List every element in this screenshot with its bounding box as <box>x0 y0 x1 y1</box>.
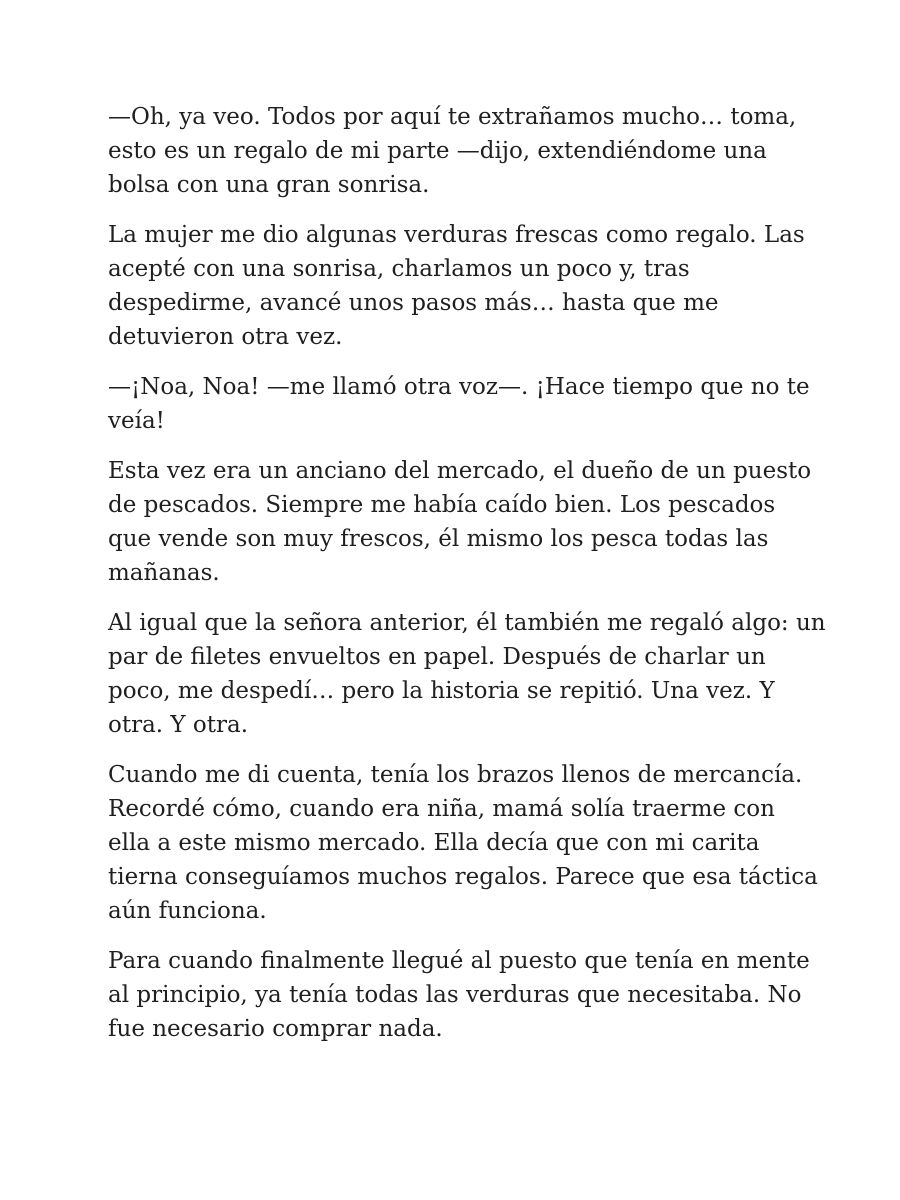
text-line: Para cuando finalmente llegué al puesto que tenía en mente <box>108 948 810 974</box>
text-line: tierna conseguíamos muchos regalos. Parece que esa táctica <box>108 864 818 890</box>
paragraph-5 <box>108 606 826 742</box>
paragraph-1 <box>108 100 810 202</box>
text-line: otra. Y otra. <box>108 712 249 738</box>
paragraph-4 <box>108 454 810 590</box>
paragraph-6 <box>108 758 818 928</box>
text-line: Al igual que la señora anterior, él también me regaló algo: un <box>108 610 826 636</box>
text-line: fue necesario comprar nada. <box>108 1016 443 1042</box>
text-line: par de filetes envueltos en papel. Después de charlar un <box>108 644 766 670</box>
text-line: ella a este mismo mercado. Ella decía que con mi carita <box>108 830 760 856</box>
text-line: esto es un regalo de mi parte —dijo, extendiéndome una <box>108 138 767 164</box>
text-line: detuvieron otra vez. <box>108 324 343 350</box>
paragraph-2 <box>108 218 810 354</box>
text-line: mañanas. <box>108 560 220 586</box>
text-body <box>108 100 826 1046</box>
text-line: acepté con una sonrisa, charlamos un poco y, tras <box>108 256 690 282</box>
text-line: aún funciona. <box>108 898 267 924</box>
text-line: despedirme, avancé unos pasos más… hasta que me <box>108 290 719 316</box>
text-line: —Oh, ya veo. Todos por aquí te extrañamos mucho… toma, <box>108 104 797 130</box>
text-line: poco, me despedí… pero la historia se repitió. Una vez. Y <box>108 678 775 704</box>
text-line: veía! <box>108 408 165 434</box>
text-line: Cuando me di cuenta, tenía los brazos llenos de mercancía. <box>108 762 803 788</box>
text-line: que vende son muy frescos, él mismo los pesca todas las <box>108 526 769 552</box>
text-line: La mujer me dio algunas verduras frescas como regalo. Las <box>108 222 805 248</box>
text-line: Recordé cómo, cuando era niña, mamá solía traerme con <box>108 796 775 822</box>
paragraph-7 <box>108 944 810 1046</box>
text-line: bolsa con una gran sonrisa. <box>108 172 430 198</box>
text-line: de pescados. Siempre me había caído bien. Los pescados <box>108 492 776 518</box>
paragraph-3 <box>108 370 810 438</box>
text-line: Esta vez era un anciano del mercado, el dueño de un puesto <box>108 458 812 484</box>
text-line: —¡Noa, Noa! —me llamó otra voz—. ¡Hace tiempo que no te <box>108 374 810 400</box>
text-line: al principio, ya tenía todas las verduras que necesitaba. No <box>108 982 802 1008</box>
